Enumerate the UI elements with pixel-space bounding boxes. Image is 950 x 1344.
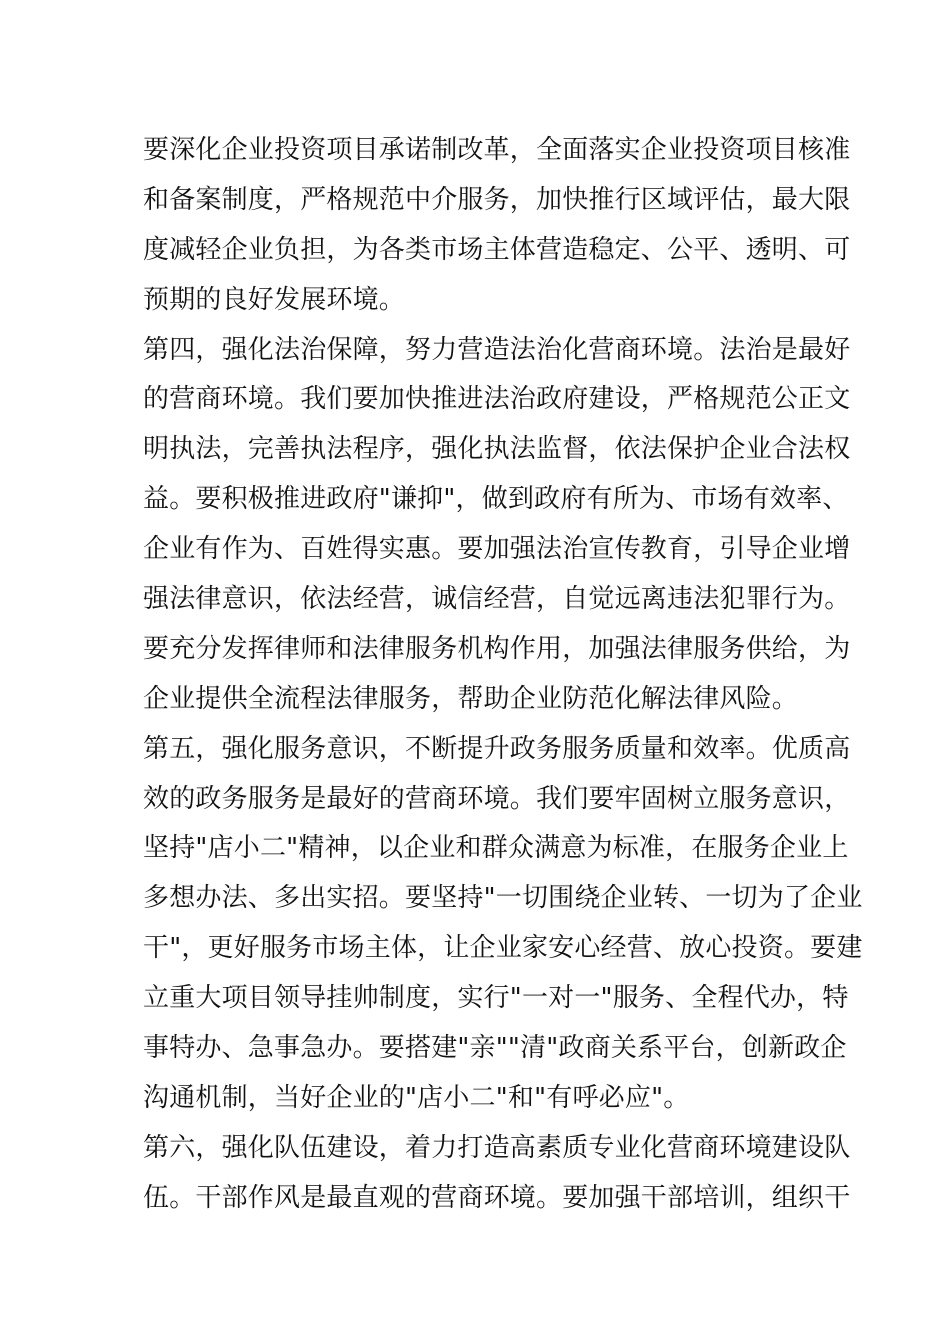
document-body [143,126,863,1224]
text-line: 事特办、急事急办。要搭建"亲""清"政商关系平台，创新政企 [143,1033,847,1064]
text-line: 干"，更好服务市场主体，让企业家安心经营、放心投资。要建 [143,933,863,964]
text-line: 度减轻企业负担，为各类市场主体营造稳定、公平、透明、可 [143,234,851,265]
text-line: 的营商环境。我们要加快推进法治政府建设，严格规范公正文 [143,384,851,415]
text-line: 伍。干部作风是最直观的营商环境。要加强干部培训，组织干 [143,1182,851,1213]
text-line: 沟通机制，当好企业的"店小二"和"有呼必应"。 [143,1082,690,1113]
text-line: 立重大项目领导挂帅制度，实行"一对一"服务、全程代办，特 [143,983,849,1014]
text-line: 预期的良好发展环境。 [143,284,406,315]
section-heading-line: 第六，强化队伍建设，着力打造高素质专业化营商环境建设队 [143,1132,851,1163]
text-line: 企业提供全流程法律服务，帮助企业防范化解法律风险。 [143,683,799,714]
text-line: 要深化企业投资项目承诺制改革，全面落实企业投资项目核准 [143,135,851,165]
text-line: 和备案制度，严格规范中介服务，加快推行区域评估，最大限 [143,184,851,215]
text-line: 多想办法、多出实招。要坚持"一切围绕企业转、一切为了企业 [143,883,863,914]
text-line: 要充分发挥律师和法律服务机构作用，加强法律服务供给，为 [143,633,851,664]
section-heading-line: 第四，强化法治保障，努力营造法治化营商环境。法治是最好 [143,334,851,365]
text-line: 强法律意识，依法经营，诚信经营，自觉远离违法犯罪行为。 [143,584,851,615]
text-line: 坚持"店小二"精神，以企业和群众满意为标准，在服务企业上 [143,833,849,864]
section-heading-line: 第五，强化服务意识，不断提升政务服务质量和效率。优质高 [143,733,851,764]
text-line: 企业有作为、百姓得实惠。要加强法治宣传教育，引导企业增 [143,534,851,565]
text-line: 明执法，完善执法程序，强化执法监督，依法保护企业合法权 [143,434,851,465]
text-line: 效的政务服务是最好的营商环境。我们要牢固树立服务意识， [143,783,851,814]
text-line: 益。要积极推进政府"谦抑"，做到政府有所为、市场有效率、 [143,484,849,515]
